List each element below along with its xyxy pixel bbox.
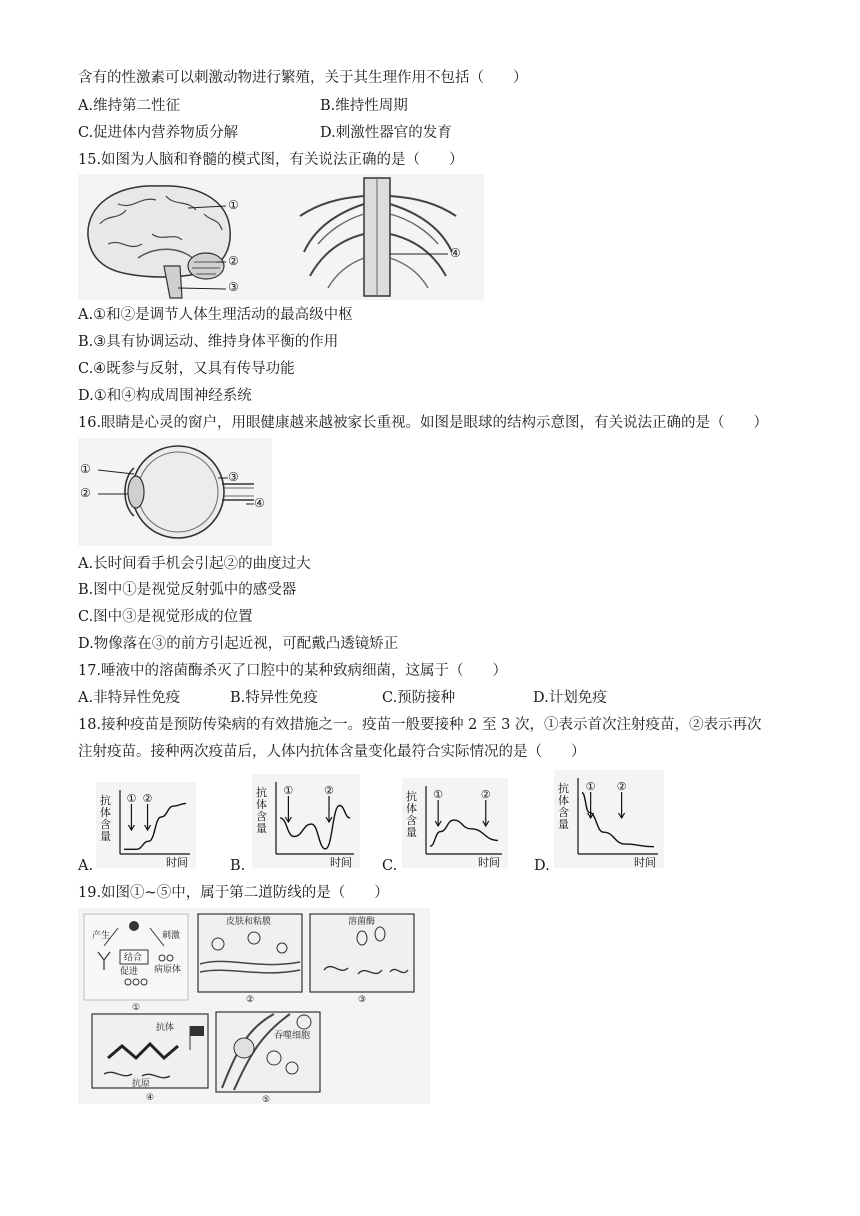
panel5-number: ⑤ (262, 1095, 271, 1104)
q17-option-d: D.计划免疫 (533, 690, 607, 706)
q15-option-a: A.①和②是调节人体生理活动的最高级中枢 (78, 307, 353, 323)
panel4-number: ④ (146, 1093, 155, 1103)
q17-option-b: B.特异性免疫 (230, 690, 318, 706)
q16-option-a: A.长时间看手机会引起②的曲度过大 (78, 556, 311, 572)
q14-option-c: C.促进体内营养物质分解 (78, 125, 239, 141)
x-axis-label: 时间 (166, 856, 188, 868)
panel1-text-stimulate: 刺激 (162, 931, 181, 941)
spinal-label-4: ④ (450, 246, 461, 260)
y-axis-label-char: 抗 (406, 790, 417, 803)
q14-option-a: A.维持第二性征 (78, 98, 181, 114)
antibody-curve (430, 820, 498, 846)
q19-stem: 19.如图①~⑤中，属于第二道防线的是（ ） (78, 885, 389, 901)
brain-label-3: ③ (228, 280, 239, 294)
eye-label-2: ② (80, 486, 91, 500)
injection-mark: ① (585, 780, 596, 793)
q16-option-d: D.物像落在③的前方引起近视，可配戴凸透镜矫正 (78, 636, 399, 652)
panel1-number: ① (132, 1003, 141, 1013)
q16-stem: 16.眼睛是心灵的窗户，用眼健康越来越被家长重视。如图是眼球的结构示意图，有关说法正确的是（ ） (78, 415, 769, 431)
injection-mark: ② (480, 788, 491, 801)
x-axis-label: 时间 (634, 856, 656, 868)
eye-label-4: ④ (254, 496, 265, 510)
q17-stem: 17.唾液中的溶菌酶杀灭了口腔中的某种致病细菌，这属于（ ） (78, 663, 508, 679)
y-axis-label-char: 含 (100, 818, 111, 831)
panel1-text-combine: 结合 (124, 953, 143, 963)
y-axis-label-char: 体 (406, 802, 417, 815)
q17-option-a: A.非特异性免疫 (78, 690, 181, 706)
q18-letter-d: D. (534, 858, 550, 874)
x-axis-label: 时间 (478, 856, 500, 868)
q14-option-b: B.维持性周期 (320, 98, 408, 114)
brain-label-1: ① (228, 198, 239, 212)
panel4-text-antigen: 抗原 (132, 1079, 151, 1089)
brain-spinal-cord-figure (78, 174, 484, 300)
panel5-text-phagocyte: 吞噬细胞 (274, 1031, 311, 1041)
injection-mark: ① (433, 788, 444, 801)
q15-option-b: B.③具有协调运动、维持身体平衡的作用 (78, 334, 339, 350)
injection-mark: ① (283, 784, 294, 797)
y-axis-label-char: 量 (558, 818, 569, 831)
q17-option-c: C.预防接种 (382, 690, 456, 706)
injection-mark: ① (126, 792, 137, 805)
y-axis-label-char: 含 (558, 806, 569, 819)
panel1-text-pathogen: 病原体 (154, 965, 182, 975)
q18-letter-a: A. (78, 858, 94, 874)
q15-stem: 15.如图为人脑和脊髓的模式图，有关说法正确的是（ ） (78, 152, 464, 168)
y-axis-label-char: 量 (256, 822, 267, 835)
panel3-number: ③ (358, 995, 367, 1005)
defense-lines-figure (78, 908, 430, 1104)
y-axis-label-char: 体 (558, 794, 569, 807)
eyeball-figure (78, 438, 272, 546)
panel3-title: 溶菌酶 (348, 917, 376, 927)
y-axis-label-char: 抗 (100, 794, 111, 807)
panel1-text-produce: 产生 (92, 931, 111, 941)
y-axis-label-char: 体 (256, 798, 267, 811)
y-axis-label-char: 含 (256, 810, 267, 823)
panel1-text-promote: 促进 (120, 967, 139, 977)
y-axis-label-char: 量 (406, 826, 417, 839)
q18-stem-line1: 18.接种疫苗是预防传染病的有效措施之一。疫苗一般要接种 2 至 3 次，①表示首次注射疫苗，②表示再次 (78, 717, 762, 733)
antibody-chart-d (554, 770, 664, 868)
q16-option-b: B.图中①是视觉反射弧中的感受器 (78, 582, 297, 598)
q16-option-c: C.图中③是视觉形成的位置 (78, 609, 253, 625)
q15-option-d: D.①和④构成周围神经系统 (78, 388, 252, 404)
injection-mark: ② (142, 792, 153, 805)
antibody-curve (582, 793, 654, 847)
y-axis-label-char: 含 (406, 814, 417, 827)
antibody-curve (280, 806, 350, 849)
y-axis-label-char: 抗 (558, 782, 569, 795)
brain-label-2: ② (228, 254, 239, 268)
injection-mark: ② (324, 784, 334, 797)
antibody-chart-b (252, 774, 360, 868)
chart-a-svg (96, 782, 196, 868)
x-axis-label: 时间 (330, 856, 352, 868)
q15-option-c: C.④既参与反射，又具有传导功能 (78, 361, 295, 377)
antibody-chart-c (402, 778, 508, 868)
y-axis-label-char: 量 (100, 830, 111, 843)
injection-mark: ② (616, 780, 627, 793)
y-axis-label-char: 抗 (256, 786, 267, 799)
q18-stem-line2: 注射疫苗。接种两次疫苗后，人体内抗体含量变化最符合实际情况的是（ ） (78, 744, 586, 760)
chart-b-svg (252, 774, 360, 868)
q14-stem: 含有的性激素可以刺激动物进行繁殖，关于其生理作用不包括（ ） (78, 70, 528, 86)
y-axis-label-char: 体 (100, 806, 111, 819)
panel2-title: 皮肤和粘膜 (226, 917, 272, 927)
panel4-text-antibody: 抗体 (156, 1023, 175, 1033)
q14-option-d: D.刺激性器官的发育 (320, 125, 452, 141)
eye-label-1: ① (80, 462, 91, 476)
q18-letter-b: B. (230, 858, 246, 874)
q18-letter-c: C. (382, 858, 398, 874)
chart-c-svg (402, 778, 508, 868)
antibody-chart-a (96, 782, 196, 868)
eye-label-3: ③ (228, 470, 239, 484)
panel2-number: ② (246, 995, 255, 1005)
chart-d-svg (554, 770, 664, 868)
